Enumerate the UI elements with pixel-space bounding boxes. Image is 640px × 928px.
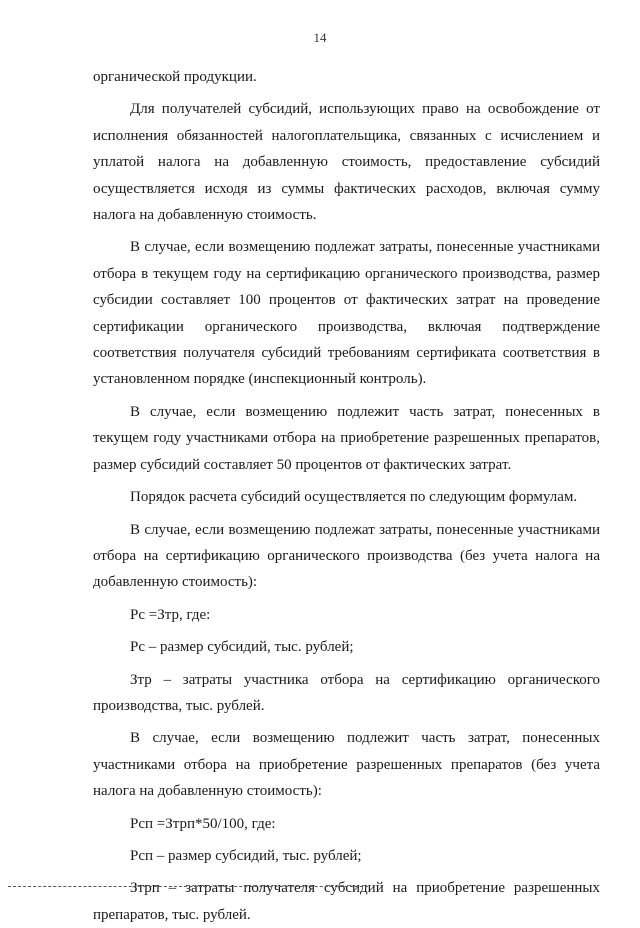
- page-number: 14: [313, 30, 327, 45]
- paragraph-calculation-order: Порядок расчета субсидий осуществляется по следующим формулам.: [130, 489, 578, 506]
- paragraph-preparations-costs: В случае, если возмещению подлежит часть затрат, понесенных в текущем году участниками отбора на приобретение разрешенных препаратов, размер субсидий составляет 50 процентов от фактических затрат.: [93, 403, 600, 473]
- formula-certification: Рс =Зтр, где:: [130, 606, 211, 623]
- footer-divider: [8, 886, 368, 887]
- document-body: [93, 64, 600, 928]
- formula-term-rs: Рс – размер субсидий, тыс. рублей;: [130, 639, 354, 656]
- paragraph-preparations-case: В случае, если возмещению подлежит часть затрат, понесенных участниками отбора на приобретение разрешенных препаратов (без учета налога на добавленную стоимость):: [93, 730, 600, 800]
- formula-term-rsp: Рсп – размер субсидий, тыс. рублей;: [130, 847, 362, 864]
- formula-preparations: Рсп =Зтрп*50/100, где:: [130, 815, 276, 832]
- paragraph-certification-costs: В случае, если возмещению подлежат затраты, понесенные участниками отбора в текущем году на сертификацию органического производства, размер субсидии составляет 100 процентов от фактических затрат на проведение сертификации органического производства, включая подтверждение соответствия получателя субсидий требованиям сертификата соответствия в установленном порядке (инспекционный контроль).: [93, 239, 600, 388]
- paragraph-vat-exemption: Для получателей субсидий, использующих право на освобождение от исполнения обязанностей налогоплательщика, связанных с исчислением и уплатой налога на добавленную стоимость, предоставление субсидий осуществляется исходя из суммы фактических расходов, включая сумму налога на добавленную стоимость.: [93, 101, 600, 224]
- formula-term-ztrp: Зтрп – затраты получателя субсидий на приобретение разрешенных препаратов, тыс. рублей.: [93, 880, 600, 923]
- paragraph-continuation: органической продукции.: [93, 69, 257, 85]
- formula-term-ztr: Зтр – затраты участника отбора на сертификацию органического производства, тыс. рублей.: [93, 671, 600, 714]
- paragraph-certification-case: В случае, если возмещению подлежат затраты, понесенные участниками отбора на сертификацию органического производства (без учета налога на добавленную стоимость):: [93, 521, 600, 591]
